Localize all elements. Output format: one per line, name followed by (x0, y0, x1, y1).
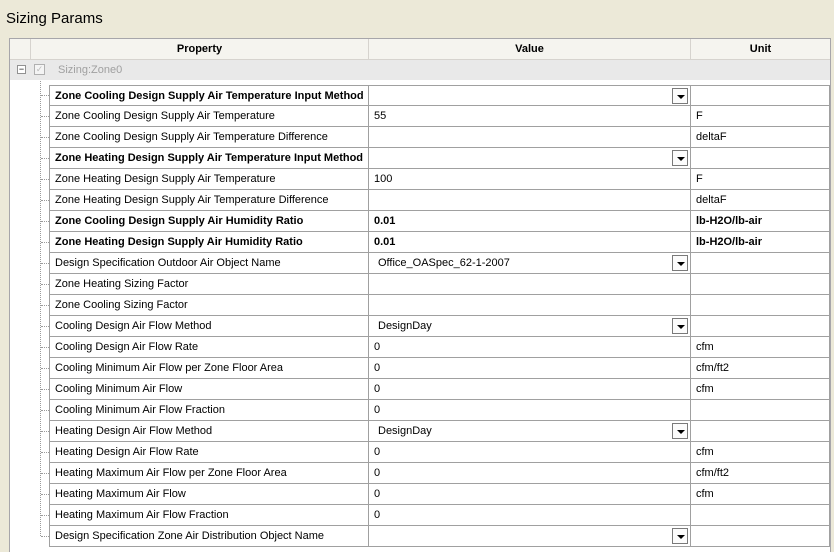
property-name-cell[interactable]: Zone Heating Design Supply Air Temperature Difference (49, 190, 369, 211)
value-cell[interactable] (369, 295, 691, 316)
value-cell[interactable] (369, 232, 691, 253)
tree-connector (41, 137, 49, 138)
tree-connector (41, 410, 49, 411)
table-row[interactable] (10, 358, 830, 379)
table-row[interactable] (10, 169, 830, 190)
value-dropdown[interactable] (369, 253, 691, 274)
value-dropdown[interactable] (369, 526, 691, 547)
value-cell[interactable] (369, 358, 691, 379)
group-label: Sizing:Zone0 (58, 64, 123, 76)
property-name-cell[interactable]: Zone Cooling Design Supply Air Temperature (49, 106, 369, 127)
value-dropdown[interactable] (369, 85, 691, 106)
unit-cell: F (691, 169, 830, 190)
value-dropdown[interactable] (369, 421, 691, 442)
property-name-cell[interactable]: Zone Heating Design Supply Air Temperature (49, 169, 369, 190)
value-cell[interactable] (369, 169, 691, 190)
property-name-cell[interactable]: Zone Heating Sizing Factor (49, 274, 369, 295)
value-text: 0 (374, 362, 381, 374)
group-checkbox[interactable]: ✓ (35, 64, 44, 74)
table-row[interactable] (10, 232, 830, 253)
unit-cell: F (691, 106, 830, 127)
table-row[interactable] (10, 295, 830, 316)
value-text: DesignDay (378, 320, 432, 332)
unit-cell: cfm (691, 484, 830, 505)
table-row[interactable] (10, 316, 830, 337)
value-cell[interactable] (369, 505, 691, 526)
value-text: Office_OASpec_62-1-2007 (378, 257, 510, 269)
value-cell[interactable] (369, 190, 691, 211)
value-text: 0.01 (374, 236, 396, 248)
tree-connector (41, 305, 49, 306)
property-name-cell[interactable]: Heating Maximum Air Flow (49, 484, 369, 505)
table-row[interactable] (10, 190, 830, 211)
unit-cell (691, 526, 830, 547)
chevron-down-icon[interactable] (672, 318, 688, 334)
unit-cell (691, 316, 830, 337)
collapse-toggle-icon[interactable]: − (18, 64, 25, 74)
table-row[interactable] (10, 211, 830, 232)
table-row[interactable] (10, 421, 830, 442)
value-text: 0 (374, 383, 381, 395)
column-header-property[interactable]: Property (31, 39, 369, 59)
value-cell[interactable] (369, 379, 691, 400)
property-name-cell[interactable]: Cooling Design Air Flow Method (49, 316, 369, 337)
unit-cell (691, 148, 830, 169)
property-name-cell[interactable]: Zone Cooling Design Supply Air Humidity Ratio (49, 211, 369, 232)
table-row[interactable] (10, 127, 830, 148)
chevron-down-icon[interactable] (672, 88, 688, 104)
tree-connector (41, 242, 49, 243)
value-cell[interactable] (369, 463, 691, 484)
unit-cell: cfm/ft2 (691, 463, 830, 484)
table-row[interactable] (10, 526, 830, 547)
tree-connector (41, 515, 49, 516)
tree-connector (41, 473, 49, 474)
tree-connector (41, 116, 49, 117)
chevron-down-icon[interactable] (672, 150, 688, 166)
property-name-cell[interactable]: Cooling Minimum Air Flow per Zone Floor Area (49, 358, 369, 379)
value-text: 100 (374, 173, 393, 185)
tree-connector (41, 326, 49, 327)
tree-connector (41, 368, 49, 369)
table-row[interactable] (10, 148, 830, 169)
unit-cell (691, 421, 830, 442)
property-name-cell[interactable]: Cooling Minimum Air Flow (49, 379, 369, 400)
value-cell[interactable] (369, 274, 691, 295)
table-row[interactable] (10, 463, 830, 484)
property-name-cell[interactable]: Heating Maximum Air Flow Fraction (49, 505, 369, 526)
tree-connector (41, 284, 49, 285)
tree-connector (41, 452, 49, 453)
value-text: 0 (374, 341, 381, 353)
unit-cell (691, 85, 830, 106)
value-cell[interactable] (369, 127, 691, 148)
chevron-down-icon[interactable] (672, 423, 688, 439)
value-dropdown[interactable] (369, 316, 691, 337)
unit-cell: cfm/ft2 (691, 358, 830, 379)
tree-connector (41, 221, 49, 222)
property-name-cell[interactable]: Heating Design Air Flow Rate (49, 442, 369, 463)
value-cell[interactable] (369, 337, 691, 358)
value-text: DesignDay (378, 425, 432, 437)
property-name-cell[interactable]: Zone Cooling Design Supply Air Temperature Difference (49, 127, 369, 148)
value-cell[interactable] (369, 106, 691, 127)
value-text: 0 (374, 404, 381, 416)
property-grid (9, 38, 831, 552)
tree-connector (41, 158, 49, 159)
table-row[interactable] (10, 253, 830, 274)
property-name-cell[interactable]: Design Specification Outdoor Air Object Name (49, 253, 369, 274)
tree-connector (41, 536, 49, 537)
grid-header (10, 39, 830, 60)
property-name-cell[interactable]: Cooling Design Air Flow Rate (49, 337, 369, 358)
table-row[interactable] (10, 379, 830, 400)
unit-cell: cfm (691, 337, 830, 358)
table-row[interactable] (10, 442, 830, 463)
group-row-sizing-zone[interactable] (10, 60, 830, 80)
value-dropdown[interactable] (369, 148, 691, 169)
value-cell[interactable] (369, 484, 691, 505)
property-name-cell[interactable]: Design Specification Zone Air Distribution Object Name (49, 526, 369, 547)
property-name-cell[interactable]: Heating Maximum Air Flow per Zone Floor Area (49, 463, 369, 484)
value-text: 55 (374, 110, 387, 122)
unit-cell (691, 505, 830, 526)
property-name-cell[interactable]: Zone Cooling Design Supply Air Temperature Input Method (49, 85, 369, 106)
value-text: 0 (374, 446, 381, 458)
unit-cell (691, 400, 830, 421)
tree-connector (41, 179, 49, 180)
table-row[interactable] (10, 106, 830, 127)
unit-cell: deltaF (691, 190, 830, 211)
unit-cell (691, 274, 830, 295)
unit-cell: lb-H2O/lb-air (691, 211, 830, 232)
table-row[interactable] (10, 85, 830, 106)
tree-connector (41, 200, 49, 201)
column-header-unit[interactable]: Unit (749, 43, 772, 55)
panel-title: Sizing Params (6, 10, 103, 27)
tree-connector (41, 347, 49, 348)
value-text: 0 (374, 467, 381, 479)
value-text: 0 (374, 509, 381, 521)
tree-connector (41, 95, 49, 96)
chevron-down-icon[interactable] (672, 528, 688, 544)
chevron-down-icon[interactable] (672, 255, 688, 271)
unit-cell: cfm (691, 442, 830, 463)
value-text: 0 (374, 488, 381, 500)
property-name-cell[interactable]: Cooling Minimum Air Flow Fraction (49, 400, 369, 421)
column-header-value[interactable]: Value (369, 39, 691, 59)
value-cell[interactable] (369, 442, 691, 463)
tree-connector (41, 494, 49, 495)
unit-cell (691, 295, 830, 316)
unit-cell: deltaF (691, 127, 830, 148)
unit-cell (691, 253, 830, 274)
value-cell[interactable] (369, 400, 691, 421)
unit-cell: lb-H2O/lb-air (691, 232, 830, 253)
unit-cell: cfm (691, 379, 830, 400)
value-text: 0.01 (374, 215, 396, 227)
tree-connector (41, 431, 49, 432)
tree-connector (41, 263, 49, 264)
property-name-cell[interactable]: Zone Heating Design Supply Air Humidity Ratio (49, 232, 369, 253)
table-row[interactable] (10, 400, 830, 421)
header-spacer (10, 39, 31, 59)
tree-connector (41, 389, 49, 390)
table-row[interactable] (10, 484, 830, 505)
property-name-cell[interactable]: Heating Design Air Flow Method (49, 421, 369, 442)
table-row[interactable] (10, 274, 830, 295)
property-name-cell[interactable]: Zone Cooling Sizing Factor (49, 295, 369, 316)
value-cell[interactable] (369, 211, 691, 232)
table-row[interactable] (10, 505, 830, 526)
property-name-cell[interactable]: Zone Heating Design Supply Air Temperature Input Method (49, 148, 369, 169)
table-row[interactable] (10, 337, 830, 358)
